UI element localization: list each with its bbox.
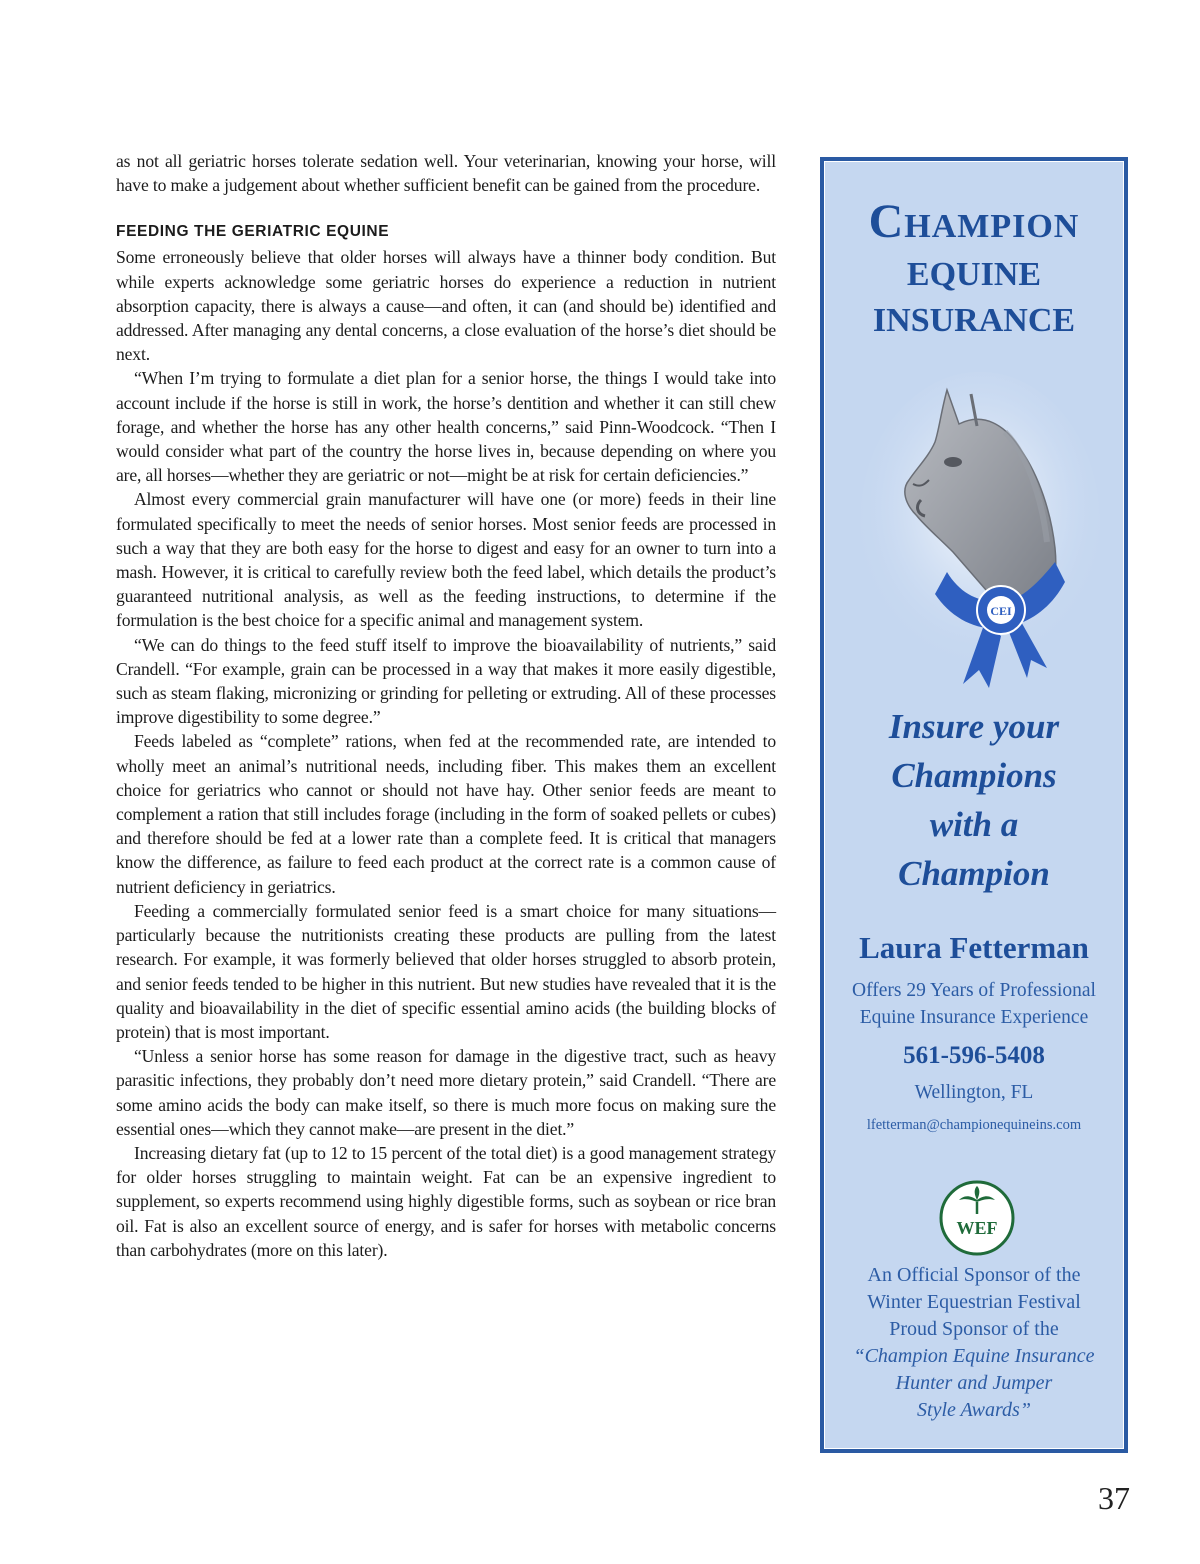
agent-name: Laura Fetterman [859,930,1089,965]
sponsor-award-line: “Champion Equine Insurance [853,1345,1095,1367]
experience-line: Offers 29 Years of Professional [852,980,1096,1001]
sponsor-award-line: Style Awards” [917,1399,1031,1421]
ad-brand-title: Champion [868,195,1080,248]
sponsor-award-line: Hunter and Jumper [895,1372,1053,1394]
slogan-line: with a [929,805,1019,844]
agent-phone: 561-596-5408 [903,1042,1045,1069]
sponsor-line: Proud Sponsor of the [889,1318,1059,1340]
sponsor-line: Winter Equestrian Festival [867,1291,1081,1313]
article-paragraph: “We can do things to the feed stuff itself to improve the bioavailability of nutrients,” said Crandell. “For example, grain can be processed in a way that makes it more easily digestible, such as steam flaking, micronizing or grinding for pelleting or extruding. All of these processes improve digestibility to some degree.” [116,634,776,728]
article-lead-paragraph: as not all geriatric horses tolerate sedation well. Your veterinarian, knowing your horse, will have to make a judgement about whether sufficient benefit can be gained from the procedure. [116,151,776,196]
section-heading: FEEDING THE GERIATRIC EQUINE [116,223,390,241]
article-column [116,149,776,1262]
horse-head-ribbon-logo [855,372,1105,692]
agent-email: lfetterman@championequineins.com [866,1117,1082,1133]
sponsor-statement [825,1262,1123,1424]
ad-panel [824,161,1124,1449]
article-paragraph: Almost every commercial grain manufacturer will have one (or more) feeds in their line formulated specifically to meet the needs of senior horses. Most senior feeds are processed in such a way that they are both easy for the horse to digest and easy for an owner to turn into a mash. However, it is critical to carefully review both the feed label, which details the product’s guaranteed nutritional analysis, as well as the feeding instructions, to determine if the formulation is the best choice for a specific animal and management system. [116,489,776,631]
page-number: 37 [1098,1480,1130,1516]
slogan-line: Champion [898,854,1050,893]
article-paragraph: Some erroneously believe that older horses will always have a thinner body condition. But while experts acknowledge some geriatric horses do experience a reduction in nutrient absorption capacity, there is always a cause—and often, it can (and should be) identified and addressed. After managing any dental concerns, a close evaluation of the horse’s diet should be next. [116,247,776,365]
agent-location: Wellington, FL [914,1082,1034,1103]
ad-slogan [825,702,1123,898]
ribbon-monogram: CEI [990,604,1012,618]
slogan-line: Champions [891,756,1057,795]
wef-palm-icon [937,1178,1017,1258]
article-paragraph: Increasing dietary fat (up to 12 to 15 percent of the total diet) is a good management strategy for older horses struggling to maintain weight. Fat can be an expensive ingredient to supplement, so experts recommend using highly digestible forms, such as soybean or rice bran oil. Fat is also an excellent source of energy, and is safer for horses with metabolic concerns than carbohydrates (more on this later). [116,1142,776,1260]
horse-head-icon [855,372,1105,692]
ad-brand-subtitle-equine: EQUINE [906,256,1042,293]
ad-brand-subtitle-insurance: INSURANCE [872,302,1076,339]
article-paragraph: Feeds labeled as “complete” rations, when fed at the recommended rate, are intended to wholly meet an animal’s nutritional needs, including fiber. This makes them an excellent choice for geriatrics who cannot or should not have hay. Other senior feeds are meant to complement a ration that still includes forage (including in the form of soaked pellets or cubes) and therefore should be fed at a lower rate than a complete feed. It is critical that managers know the difference, as failure to feed each product at the correct rate is a common cause of nutrient deficiency in geriatrics. [116,731,776,897]
agent-experience [825,977,1123,1031]
wef-logo [937,1178,1017,1258]
experience-line: Equine Insurance Experience [859,1007,1089,1028]
article-paragraph: “When I’m trying to formulate a diet plan for a senior horse, the things I would take into account include if the horse is still in work, the horse’s dentition and whether it can still chew forage, and whether the horse has any other health concerns,” said Pinn-Woodcock. “Then I would consider what part of the country the horse lives in, because depending on where you are, all horses—whether they are geriatric or not—might be at risk for certain deficiencies.” [116,368,776,486]
slogan-line: Insure your [888,707,1060,746]
article-paragraph: Feeding a commercially formulated senior feed is a smart choice for many situations—particularly because the nutritionists creating these products are pulling from the latest research. For example, it was formerly believed that older horses struggled to absorb protein, and senior feeds tended to be higher in this nutrient. But new studies have revealed that it is the quality and bioavailability in the diet of specific essential amino acids (the building blocks of protein) that is most important. [116,900,776,1042]
wef-logo-text: WEF [956,1218,998,1238]
article-paragraph: “Unless a senior horse has some reason for damage in the digestive tract, such as heavy parasitic infections, they probably don’t need more dietary protein,” said Crandell. “There are some amino acids the body can make itself, so there is much more focus on making sure the essential ones—which they cannot make—are present in the diet.” [116,1046,776,1139]
sponsor-line: An Official Sponsor of the [867,1264,1081,1286]
champion-equine-insurance-ad [820,157,1128,1453]
